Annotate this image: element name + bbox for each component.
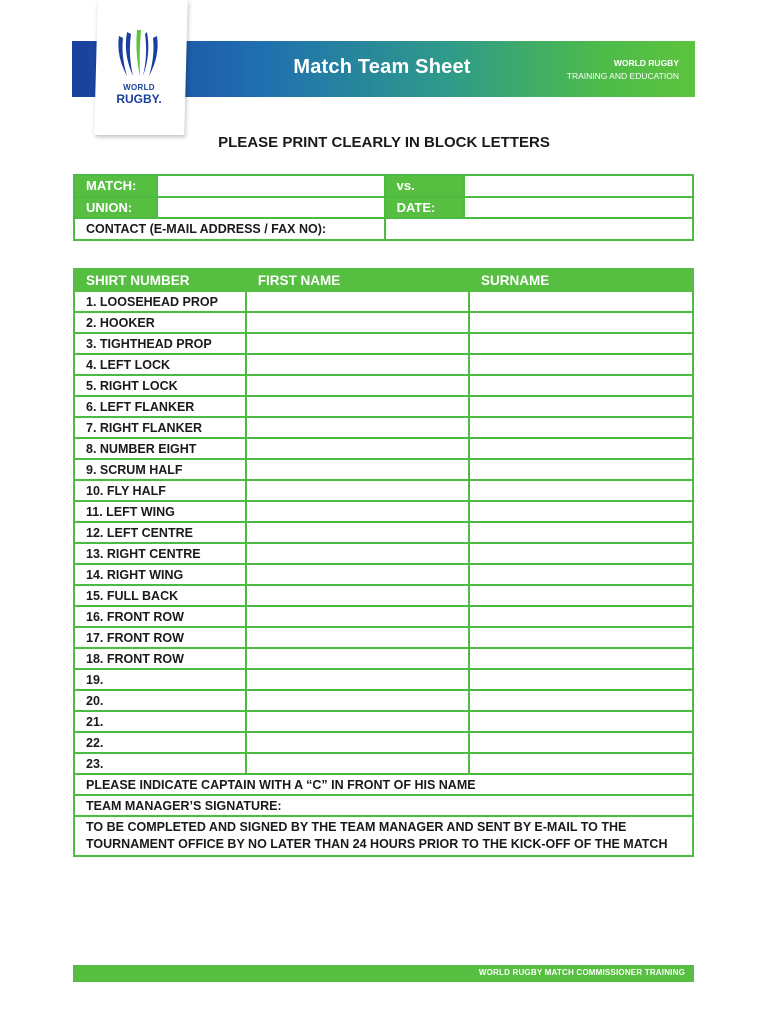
column-header-surname: SURNAME (469, 269, 693, 291)
shirt-number-label: 5. RIGHT LOCK (74, 375, 246, 396)
surname-field[interactable] (469, 564, 693, 585)
union-field[interactable] (157, 197, 385, 219)
surname-field[interactable] (469, 711, 693, 732)
surname-field[interactable] (469, 312, 693, 333)
surname-field[interactable] (469, 480, 693, 501)
first-name-field[interactable] (246, 375, 469, 396)
page-title: Match Team Sheet (293, 56, 471, 78)
player-row (74, 732, 693, 753)
first-name-field[interactable] (246, 543, 469, 564)
surname-field[interactable] (469, 690, 693, 711)
column-header-first-name: FIRST NAME (246, 269, 469, 291)
shirt-number-label: 8. NUMBER EIGHT (74, 438, 246, 459)
first-name-field[interactable] (246, 312, 469, 333)
date-field[interactable] (464, 197, 693, 219)
first-name-field[interactable] (246, 732, 469, 753)
surname-field[interactable] (469, 543, 693, 564)
shirt-number-label: 20. (74, 690, 246, 711)
signature-row-row (74, 795, 693, 816)
first-name-field[interactable] (246, 354, 469, 375)
surname-field[interactable] (469, 648, 693, 669)
first-name-field[interactable] (246, 291, 469, 312)
first-name-field[interactable] (246, 480, 469, 501)
surname-field[interactable] (469, 396, 693, 417)
submission-note: TO BE COMPLETED AND SIGNED BY THE TEAM MANAGER AND SENT BY E-MAIL TO THE TOURNAMENT OFFICE BY NO LATER THAN 24 HOURS PRIOR TO THE KICK-OFF OF THE MATCH (74, 816, 693, 856)
shirt-number-label: 23. (74, 753, 246, 774)
player-row (74, 354, 693, 375)
player-row (74, 543, 693, 564)
match-label: MATCH: (74, 175, 157, 197)
submission-note-row (74, 816, 693, 856)
first-name-field[interactable] (246, 522, 469, 543)
shirt-number-label: 10. FLY HALF (74, 480, 246, 501)
shirt-number-label: 4. LEFT LOCK (74, 354, 246, 375)
first-name-field[interactable] (246, 585, 469, 606)
surname-field[interactable] (469, 669, 693, 690)
shirt-number-label: 15. FULL BACK (74, 585, 246, 606)
shirt-number-label: 9. SCRUM HALF (74, 459, 246, 480)
shirt-number-label: 14. RIGHT WING (74, 564, 246, 585)
first-name-field[interactable] (246, 417, 469, 438)
shirt-number-label: 22. (74, 732, 246, 753)
player-row (74, 564, 693, 585)
player-row (74, 627, 693, 648)
shirt-number-label: 21. (74, 711, 246, 732)
union-label: UNION: (74, 197, 157, 219)
match-row (74, 175, 693, 197)
shirt-number-label: 12. LEFT CENTRE (74, 522, 246, 543)
instruction-heading: PLEASE PRINT CLEARLY IN BLOCK LETTERS (218, 134, 550, 151)
first-name-field[interactable] (246, 459, 469, 480)
surname-field[interactable] (469, 354, 693, 375)
logo-text-world: WORLD (123, 83, 155, 92)
shirt-number-label: 16. FRONT ROW (74, 606, 246, 627)
player-row (74, 291, 693, 312)
match-field[interactable] (157, 175, 385, 197)
surname-field[interactable] (469, 375, 693, 396)
surname-field[interactable] (469, 291, 693, 312)
player-row (74, 753, 693, 774)
footer-text: WORLD RUGBY MATCH COMMISSIONER TRAINING (478, 968, 685, 977)
player-row (74, 690, 693, 711)
match-info-table (73, 174, 694, 241)
surname-field[interactable] (469, 585, 693, 606)
org-name (567, 57, 679, 83)
player-row (74, 459, 693, 480)
player-row (74, 417, 693, 438)
first-name-field[interactable] (246, 438, 469, 459)
shirt-number-label: 13. RIGHT CENTRE (74, 543, 246, 564)
surname-field[interactable] (469, 438, 693, 459)
surname-field[interactable] (469, 417, 693, 438)
footer-bar (73, 965, 694, 982)
vs-label: vs. (385, 175, 465, 197)
signature-row[interactable]: TEAM MANAGER’S SIGNATURE: (74, 795, 693, 816)
captain-note: PLEASE INDICATE CAPTAIN WITH A “C” IN FRONT OF HIS NAME (74, 774, 693, 795)
player-row (74, 711, 693, 732)
player-row (74, 396, 693, 417)
first-name-field[interactable] (246, 627, 469, 648)
contact-label: CONTACT (E-MAIL ADDRESS / FAX NO): (74, 218, 385, 240)
player-row (74, 480, 693, 501)
team-table-header (74, 269, 693, 291)
player-row (74, 375, 693, 396)
team-table (73, 268, 694, 857)
org-name-line1: WORLD RUGBY (613, 58, 679, 68)
first-name-field[interactable] (246, 711, 469, 732)
shirt-number-label: 17. FRONT ROW (74, 627, 246, 648)
player-row (74, 501, 693, 522)
union-row (74, 197, 693, 219)
shirt-number-label: 11. LEFT WING (74, 501, 246, 522)
surname-field[interactable] (469, 732, 693, 753)
date-label: DATE: (385, 197, 465, 219)
first-name-field[interactable] (246, 501, 469, 522)
shirt-number-label: 6. LEFT FLANKER (74, 396, 246, 417)
surname-field[interactable] (469, 522, 693, 543)
first-name-field[interactable] (246, 669, 469, 690)
player-row (74, 648, 693, 669)
player-row (74, 333, 693, 354)
vs-field[interactable] (464, 175, 693, 197)
player-row (74, 606, 693, 627)
shirt-number-label: 1. LOOSEHEAD PROP (74, 291, 246, 312)
world-rugby-logo-icon (113, 28, 165, 80)
surname-field[interactable] (469, 753, 693, 774)
shirt-number-label: 3. TIGHTHEAD PROP (74, 333, 246, 354)
column-header-shirt-number: SHIRT NUMBER (74, 269, 246, 291)
team-table-body (74, 269, 693, 856)
first-name-field[interactable] (246, 648, 469, 669)
surname-field[interactable] (469, 606, 693, 627)
logo-text-rugby: RUGBY. (116, 92, 162, 106)
surname-field[interactable] (469, 501, 693, 522)
shirt-number-label: 18. FRONT ROW (74, 648, 246, 669)
contact-row (74, 218, 693, 240)
player-row (74, 522, 693, 543)
shirt-number-label: 7. RIGHT FLANKER (74, 417, 246, 438)
org-name-line2: TRAINING AND EDUCATION (566, 71, 679, 81)
first-name-field[interactable] (246, 564, 469, 585)
player-row (74, 438, 693, 459)
captain-note-row (74, 774, 693, 795)
first-name-field[interactable] (246, 396, 469, 417)
shirt-number-label: 19. (74, 669, 246, 690)
first-name-field[interactable] (246, 606, 469, 627)
player-row (74, 669, 693, 690)
player-row (74, 312, 693, 333)
surname-field[interactable] (469, 459, 693, 480)
shirt-number-label: 2. HOOKER (74, 312, 246, 333)
player-row (74, 585, 693, 606)
surname-field[interactable] (469, 627, 693, 648)
first-name-field[interactable] (246, 690, 469, 711)
surname-field[interactable] (469, 333, 693, 354)
contact-field[interactable] (385, 218, 693, 240)
first-name-field[interactable] (246, 753, 469, 774)
first-name-field[interactable] (246, 333, 469, 354)
